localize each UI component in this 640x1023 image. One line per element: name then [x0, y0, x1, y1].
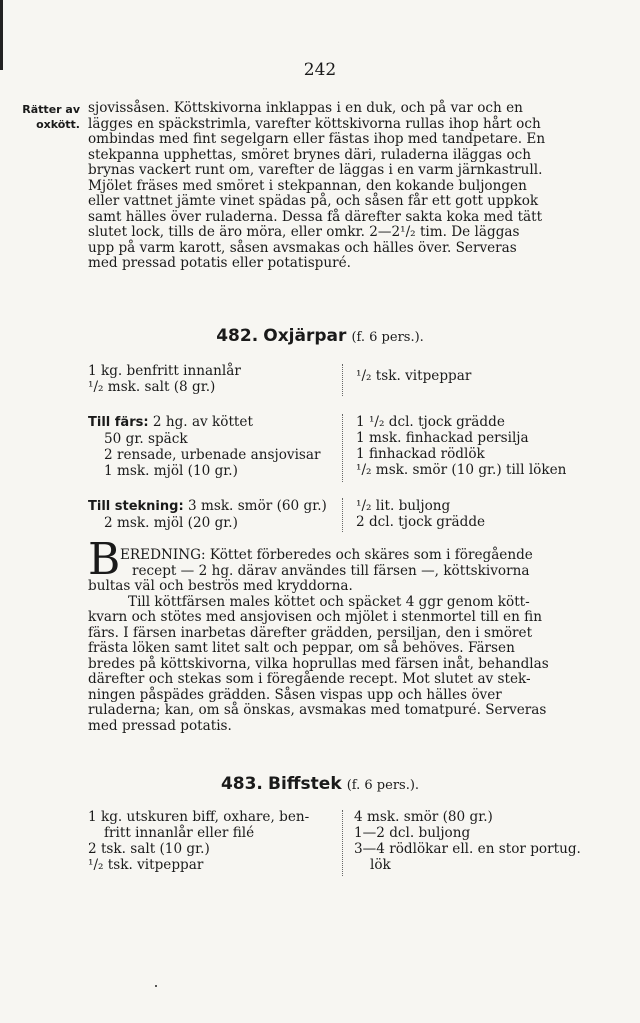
ingredient: lök [370, 857, 391, 873]
ingredient: ¹/₂ lit. buljong [356, 498, 451, 514]
method-line: ruladerna; kan, om så önskas, avsmakas med tomatpuré. Serveras [88, 702, 547, 718]
intro-line: ombindas med fint segelgarn eller fästas ihop med tandpetare. En [88, 131, 546, 147]
recipe-number: 483. [220, 774, 263, 794]
recipe-title: Biffstek [267, 774, 342, 794]
intro-line: eller vattnet jämte vinet spädas på, och såsen får ett gott uppkok [88, 193, 539, 209]
ingredients-right-group1 [356, 368, 471, 384]
ingredient: 1 msk. mjöl (10 gr.) [104, 463, 238, 479]
intro-line: lägges en späckstrimla, varefter köttskivorna rullas ihop hårt och [88, 115, 541, 132]
method-line: bultas väl och beströs med kryddorna. [88, 578, 353, 594]
recipe-servings: (f. 6 pers.). [351, 330, 424, 345]
column-separator [342, 810, 343, 876]
ingredient: 2 tsk. salt (10 gr.) [88, 841, 210, 857]
page-number: 242 [303, 60, 337, 80]
method-482-lead [120, 548, 598, 579]
ingredients-right-group2 [356, 414, 566, 478]
column-separator [342, 414, 343, 482]
ingredient: 50 gr. späck [104, 431, 188, 447]
method-line: EREDNING: Köttet förberedes och skäres som i föregående [120, 547, 533, 563]
intro-line: stekpanna upphettas, smöret brynes däri, ruladerna iläggas och [88, 146, 532, 163]
method-line: Till köttfärsen males köttet och späcket 4 ggr genom kött- [128, 593, 530, 610]
ingredient: 1—2 dcl. buljong [354, 825, 471, 841]
method-line: färs. I färsen inarbetas därefter grädden, persiljan, den i smöret [88, 624, 533, 641]
ingredients-left-group1 [88, 363, 241, 395]
ingredient: ¹/₂ tsk. vitpeppar [356, 368, 472, 384]
recipe-number: 482. [216, 326, 259, 346]
method-line: recept — 2 hg. därav användes till färsen —, köttskivorna [132, 562, 530, 579]
ingredient: 1 msk. finhackad persilja [356, 430, 529, 446]
sidenote-line1: Rätter av [22, 103, 80, 116]
ingredients-483-right [354, 809, 581, 873]
method-line: därefter och stekas som i föregående recept. Mot slutet av stek- [88, 671, 531, 687]
ingredient: 3 msk. smör (60 gr.) [187, 498, 327, 514]
ingredient: 1 kg. benfritt innanlår [88, 363, 241, 379]
column-separator [342, 498, 343, 532]
ingredient: 2 msk. mjöl (20 gr.) [104, 515, 238, 531]
ingredient: 2 dcl. tjock grädde [356, 514, 486, 530]
method-line: kvarn och stötes med ansjovisen och mjölet i stenmortel till en fin [88, 609, 542, 625]
intro-line: sjovissåsen. Köttskivorna inklappas i en duk, och på var och en [88, 100, 523, 116]
ingredient: 4 msk. smör (80 gr.) [354, 809, 493, 825]
sidenote-line2: oxkött. [36, 118, 80, 131]
ingredient: ¹/₂ msk. smör (10 gr.) till löken [356, 462, 567, 478]
ingredient: ¹/₂ tsk. vitpeppar [88, 857, 204, 873]
print-speck [155, 985, 157, 987]
drop-cap: B [88, 534, 121, 585]
ingredient: ¹/₂ msk. salt (8 gr.) [88, 379, 216, 395]
intro-paragraph [88, 101, 598, 272]
ingredient: 2 hg. av köttet [152, 414, 253, 430]
ingredients-left-fars [88, 414, 321, 479]
method-line: med pressad potatis. [88, 717, 232, 734]
method-line: ningen påspädes grädden. Såsen vispas upp och hälles över [88, 686, 502, 703]
ingredients-right-group3 [356, 498, 485, 530]
fars-label: Till färs: [88, 415, 149, 430]
ingredients-483-left [88, 809, 309, 873]
intro-line: upp på varm karott, såsen avsmakas och hälles över. Serveras [88, 239, 517, 256]
intro-line: samt hälles över ruladerna. Dessa få därefter sakta koka med tätt [88, 208, 543, 225]
ingredient: 1 ¹/₂ dcl. tjock grädde [356, 414, 505, 430]
stekning-label: Till stekning: [88, 499, 184, 514]
ingredient: 1 kg. utskuren biff, oxhare, ben- [88, 809, 310, 825]
ingredient: fritt innanlår eller filé [104, 825, 255, 841]
intro-line: slutet lock, tills de äro möra, eller omkr. 2—2¹/₂ tim. De läggas [88, 224, 520, 240]
recipe-483-heading [0, 774, 640, 794]
method-482-body [88, 579, 598, 734]
method-line: frästa löken samt litet salt och peppar, om så behöves. Färsen [88, 640, 515, 656]
intro-line: med pressad potatis eller potatispuré. [88, 255, 352, 271]
ingredient: 2 rensade, urbenade ansjovisar [104, 447, 321, 463]
ingredient: 1 finhackad rödlök [356, 446, 485, 462]
intro-line: brynas vackert runt om, varefter de läggas i en varm järnkastrull. [88, 162, 543, 178]
column-separator [342, 364, 343, 396]
recipe-servings: (f. 6 pers.). [346, 778, 420, 793]
recipe-482-heading [0, 326, 640, 346]
ingredient: 3—4 rödlökar ell. en stor portug. [354, 841, 581, 857]
method-line: bredes på köttskivorna, vilka hoprullas med färsen inåt, behandlas [88, 655, 549, 672]
ingredients-left-stekning [88, 498, 327, 531]
recipe-title: Oxjärpar [263, 326, 347, 346]
intro-line: Mjölet fräses med smöret i stekpannan, den kokande buljongen [88, 177, 527, 194]
